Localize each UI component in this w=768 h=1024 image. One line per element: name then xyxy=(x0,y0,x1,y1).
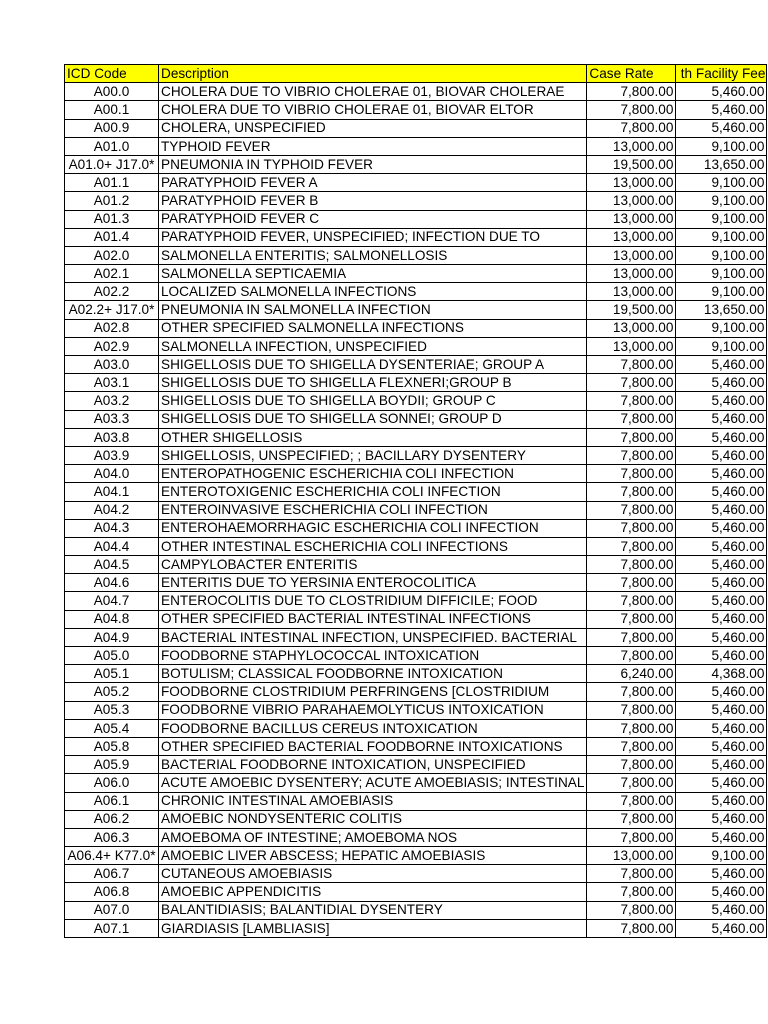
icd-code-cell[interactable]: A06.8 xyxy=(65,883,159,901)
facility-fee-cell[interactable]: 13,650.00 xyxy=(676,301,767,319)
icd-code-cell[interactable]: A04.0 xyxy=(65,465,159,483)
facility-fee-cell[interactable]: 5,460.00 xyxy=(676,119,767,137)
description-cell[interactable]: ENTEROPATHOGENIC ESCHERICHIA COLI INFECTION xyxy=(159,465,587,483)
case-rate-cell[interactable]: 7,800.00 xyxy=(587,647,676,665)
description-cell[interactable]: ENTEROCOLITIS DUE TO CLOSTRIDIUM DIFFICILE; FOOD xyxy=(159,592,587,610)
icd-code-cell[interactable]: A06.0 xyxy=(65,774,159,792)
table-row xyxy=(65,265,767,283)
icd-code-cell[interactable]: A06.4+ K77.0* xyxy=(65,847,159,865)
table-row xyxy=(65,865,767,883)
case-rate-cell[interactable]: 7,800.00 xyxy=(587,774,676,792)
table-row xyxy=(65,83,767,101)
table-row xyxy=(65,155,767,173)
icd-code-cell[interactable]: A07.0 xyxy=(65,901,159,919)
case-rate-cell[interactable]: 7,800.00 xyxy=(587,628,676,646)
description-cell[interactable]: OTHER SHIGELLOSIS xyxy=(159,428,587,446)
table-row xyxy=(65,501,767,519)
table-row xyxy=(65,392,767,410)
case-rate-cell[interactable]: 7,800.00 xyxy=(587,919,676,937)
description-cell[interactable]: OTHER SPECIFIED BACTERIAL FOODBORNE INTOXICATIONS xyxy=(159,737,587,755)
case-rate-cell[interactable]: 7,800.00 xyxy=(587,719,676,737)
facility-fee-cell[interactable]: 5,460.00 xyxy=(676,83,767,101)
case-rate-cell[interactable]: 13,000.00 xyxy=(587,228,676,246)
facility-fee-cell[interactable]: 5,460.00 xyxy=(676,428,767,446)
description-cell[interactable]: ENTEROHAEMORRHAGIC ESCHERICHIA COLI INFECTION xyxy=(159,519,587,537)
table-row xyxy=(65,210,767,228)
icd-code-cell[interactable]: A02.8 xyxy=(65,319,159,337)
icd-code-cell[interactable]: A03.3 xyxy=(65,410,159,428)
case-rate-cell[interactable]: 7,800.00 xyxy=(587,556,676,574)
facility-fee-cell[interactable]: 9,100.00 xyxy=(676,137,767,155)
facility-fee-cell[interactable]: 13,650.00 xyxy=(676,155,767,173)
icd-code-cell[interactable]: A02.2+ J17.0* xyxy=(65,301,159,319)
description-cell[interactable]: AMOEBOMA OF INTESTINE; AMOEBOMA NOS xyxy=(159,828,587,846)
facility-fee-cell[interactable]: 5,460.00 xyxy=(676,446,767,464)
facility-fee-cell[interactable]: 9,100.00 xyxy=(676,265,767,283)
case-rate-cell[interactable]: 6,240.00 xyxy=(587,665,676,683)
icd-code-cell[interactable]: A04.9 xyxy=(65,628,159,646)
icd-code-cell[interactable]: A03.9 xyxy=(65,446,159,464)
case-rate-cell[interactable]: 7,800.00 xyxy=(587,410,676,428)
facility-fee-cell[interactable]: 5,460.00 xyxy=(676,828,767,846)
facility-fee-cell[interactable]: 5,460.00 xyxy=(676,574,767,592)
facility-fee-cell[interactable]: 9,100.00 xyxy=(676,210,767,228)
facility-fee-cell[interactable]: 9,100.00 xyxy=(676,847,767,865)
icd-code-cell[interactable]: A00.9 xyxy=(65,119,159,137)
table-row xyxy=(65,774,767,792)
table-row xyxy=(65,192,767,210)
facility-fee-cell[interactable]: 5,460.00 xyxy=(676,465,767,483)
facility-fee-cell[interactable]: 9,100.00 xyxy=(676,192,767,210)
description-cell[interactable]: SHIGELLOSIS DUE TO SHIGELLA BOYDII; GROUP C xyxy=(159,392,587,410)
description-cell[interactable]: PARATYPHOID FEVER A xyxy=(159,174,587,192)
case-rate-cell[interactable]: 7,800.00 xyxy=(587,356,676,374)
case-rate-cell[interactable]: 13,000.00 xyxy=(587,192,676,210)
table-row xyxy=(65,483,767,501)
icd-code-cell[interactable]: A01.4 xyxy=(65,228,159,246)
table-row xyxy=(65,101,767,119)
facility-fee-cell[interactable]: 5,460.00 xyxy=(676,792,767,810)
case-rate-cell[interactable]: 7,800.00 xyxy=(587,483,676,501)
facility-fee-cell[interactable]: 5,460.00 xyxy=(676,592,767,610)
table-row xyxy=(65,537,767,555)
icd-code-cell[interactable]: A02.9 xyxy=(65,337,159,355)
table-row xyxy=(65,428,767,446)
facility-fee-cell[interactable]: 5,460.00 xyxy=(676,774,767,792)
table-row xyxy=(65,756,767,774)
case-rate-cell[interactable]: 7,800.00 xyxy=(587,465,676,483)
table-row xyxy=(65,847,767,865)
description-cell[interactable]: OTHER SPECIFIED SALMONELLA INFECTIONS xyxy=(159,319,587,337)
icd-code-cell[interactable]: A01.0 xyxy=(65,137,159,155)
header-icd-code[interactable]: ICD Code xyxy=(65,65,159,83)
facility-fee-cell[interactable]: 5,460.00 xyxy=(676,701,767,719)
case-rate-cell[interactable]: 7,800.00 xyxy=(587,519,676,537)
case-rate-cell[interactable]: 13,000.00 xyxy=(587,319,676,337)
description-cell[interactable]: FOODBORNE VIBRIO PARAHAEMOLYTICUS INTOXICATION xyxy=(159,701,587,719)
case-rate-cell[interactable]: 13,000.00 xyxy=(587,137,676,155)
icd-code-cell[interactable]: A04.8 xyxy=(65,610,159,628)
description-cell[interactable]: BOTULISM; CLASSICAL FOODBORNE INTOXICATION xyxy=(159,665,587,683)
table-row xyxy=(65,701,767,719)
description-cell[interactable]: TYPHOID FEVER xyxy=(159,137,587,155)
table-row xyxy=(65,828,767,846)
case-rate-cell[interactable]: 7,800.00 xyxy=(587,101,676,119)
table-row xyxy=(65,374,767,392)
description-cell[interactable]: SHIGELLOSIS, UNSPECIFIED; ; BACILLARY DYSENTERY xyxy=(159,446,587,464)
facility-fee-cell[interactable]: 9,100.00 xyxy=(676,337,767,355)
table-row xyxy=(65,556,767,574)
case-rate-cell[interactable]: 13,000.00 xyxy=(587,246,676,264)
icd-code-cell[interactable]: A05.9 xyxy=(65,756,159,774)
table-row xyxy=(65,246,767,264)
header-description[interactable]: Description xyxy=(159,65,587,83)
table-row xyxy=(65,574,767,592)
case-rate-cell[interactable]: 7,800.00 xyxy=(587,883,676,901)
table-row xyxy=(65,592,767,610)
case-rate-cell[interactable]: 7,800.00 xyxy=(587,901,676,919)
description-cell[interactable]: FOODBORNE STAPHYLOCOCCAL INTOXICATION xyxy=(159,647,587,665)
facility-fee-cell[interactable]: 5,460.00 xyxy=(676,610,767,628)
description-cell[interactable]: AMOEBIC APPENDICITIS xyxy=(159,883,587,901)
facility-fee-cell[interactable]: 5,460.00 xyxy=(676,810,767,828)
icd-code-cell[interactable]: A05.2 xyxy=(65,683,159,701)
case-rate-cell[interactable]: 7,800.00 xyxy=(587,592,676,610)
table-row xyxy=(65,137,767,155)
icd-code-cell[interactable]: A04.7 xyxy=(65,592,159,610)
description-cell[interactable]: ENTERITIS DUE TO YERSINIA ENTEROCOLITICA xyxy=(159,574,587,592)
icd-code-cell[interactable]: A06.7 xyxy=(65,865,159,883)
case-rate-cell[interactable]: 7,800.00 xyxy=(587,501,676,519)
description-cell[interactable]: BALANTIDIASIS; BALANTIDIAL DYSENTERY xyxy=(159,901,587,919)
icd-code-cell[interactable]: A03.8 xyxy=(65,428,159,446)
case-rate-cell[interactable]: 7,800.00 xyxy=(587,83,676,101)
case-rate-cell[interactable]: 13,000.00 xyxy=(587,337,676,355)
case-rate-cell[interactable]: 7,800.00 xyxy=(587,756,676,774)
description-cell[interactable]: BACTERIAL FOODBORNE INTOXICATION, UNSPECIFIED xyxy=(159,756,587,774)
description-cell[interactable]: AMOEBIC NONDYSENTERIC COLITIS xyxy=(159,810,587,828)
table-row xyxy=(65,446,767,464)
description-cell[interactable]: CHRONIC INTESTINAL AMOEBIASIS xyxy=(159,792,587,810)
facility-fee-cell[interactable]: 5,460.00 xyxy=(676,901,767,919)
description-cell[interactable]: CUTANEOUS AMOEBIASIS xyxy=(159,865,587,883)
icd-code-cell[interactable]: A01.2 xyxy=(65,192,159,210)
table-row xyxy=(65,792,767,810)
facility-fee-cell[interactable]: 5,460.00 xyxy=(676,756,767,774)
facility-fee-cell[interactable]: 5,460.00 xyxy=(676,356,767,374)
facility-fee-cell[interactable]: 5,460.00 xyxy=(676,628,767,646)
description-cell[interactable]: ENTEROTOXIGENIC ESCHERICHIA COLI INFECTION xyxy=(159,483,587,501)
icd-code-cell[interactable]: A04.5 xyxy=(65,556,159,574)
facility-fee-cell[interactable]: 5,460.00 xyxy=(676,410,767,428)
icd-code-cell[interactable]: A02.0 xyxy=(65,246,159,264)
table-row xyxy=(65,301,767,319)
case-rate-cell[interactable]: 13,000.00 xyxy=(587,283,676,301)
table-row xyxy=(65,883,767,901)
description-cell[interactable]: SALMONELLA SEPTICAEMIA xyxy=(159,265,587,283)
icd-code-cell[interactable]: A04.3 xyxy=(65,519,159,537)
case-rate-cell[interactable]: 13,000.00 xyxy=(587,210,676,228)
table-row xyxy=(65,228,767,246)
icd-code-cell[interactable]: A06.2 xyxy=(65,810,159,828)
facility-fee-cell[interactable]: 5,460.00 xyxy=(676,537,767,555)
facility-fee-cell[interactable]: 4,368.00 xyxy=(676,665,767,683)
icd-code-cell[interactable]: A07.1 xyxy=(65,919,159,937)
icd-code-cell[interactable]: A05.4 xyxy=(65,719,159,737)
icd-code-cell[interactable]: A02.2 xyxy=(65,283,159,301)
facility-fee-cell[interactable]: 5,460.00 xyxy=(676,392,767,410)
icd-code-cell[interactable]: A05.8 xyxy=(65,737,159,755)
case-rate-cell[interactable]: 7,800.00 xyxy=(587,810,676,828)
table-row xyxy=(65,465,767,483)
case-rate-cell[interactable]: 7,800.00 xyxy=(587,610,676,628)
description-cell[interactable]: OTHER INTESTINAL ESCHERICHIA COLI INFECTIONS xyxy=(159,537,587,555)
table-row xyxy=(65,901,767,919)
description-cell[interactable]: PARATYPHOID FEVER C xyxy=(159,210,587,228)
facility-fee-cell[interactable]: 5,460.00 xyxy=(676,737,767,755)
description-cell[interactable]: BACTERIAL INTESTINAL INFECTION, UNSPECIFIED. BACTERIAL xyxy=(159,628,587,646)
table-row xyxy=(65,610,767,628)
header-case-rate[interactable]: Case Rate xyxy=(587,65,676,83)
table-row xyxy=(65,337,767,355)
table-row xyxy=(65,919,767,937)
facility-fee-cell[interactable]: 5,460.00 xyxy=(676,519,767,537)
case-rate-cell[interactable]: 19,500.00 xyxy=(587,155,676,173)
header-facility-fee[interactable]: th Facility Fee xyxy=(676,65,767,83)
facility-fee-cell[interactable]: 5,460.00 xyxy=(676,483,767,501)
case-rate-cell[interactable]: 7,800.00 xyxy=(587,574,676,592)
case-rate-cell[interactable]: 7,800.00 xyxy=(587,446,676,464)
table-row xyxy=(65,719,767,737)
case-rate-cell[interactable]: 7,800.00 xyxy=(587,428,676,446)
icd-code-cell[interactable]: A05.0 xyxy=(65,647,159,665)
case-rate-cell[interactable]: 7,800.00 xyxy=(587,737,676,755)
icd-code-cell[interactable]: A04.4 xyxy=(65,537,159,555)
table-row xyxy=(65,283,767,301)
icd-code-cell[interactable]: A01.0+ J17.0* xyxy=(65,155,159,173)
description-cell[interactable]: SHIGELLOSIS DUE TO SHIGELLA DYSENTERIAE; GROUP A xyxy=(159,356,587,374)
facility-fee-cell[interactable]: 5,460.00 xyxy=(676,374,767,392)
case-rate-cell[interactable]: 7,800.00 xyxy=(587,792,676,810)
facility-fee-cell[interactable]: 5,460.00 xyxy=(676,919,767,937)
table-row xyxy=(65,174,767,192)
case-rate-cell[interactable]: 7,800.00 xyxy=(587,374,676,392)
facility-fee-cell[interactable]: 9,100.00 xyxy=(676,319,767,337)
facility-fee-cell[interactable]: 9,100.00 xyxy=(676,283,767,301)
icd-case-rate-table xyxy=(64,64,767,938)
icd-code-cell[interactable]: A05.1 xyxy=(65,665,159,683)
table-row xyxy=(65,628,767,646)
facility-fee-cell[interactable]: 5,460.00 xyxy=(676,865,767,883)
icd-code-cell[interactable]: A02.1 xyxy=(65,265,159,283)
description-cell[interactable]: GIARDIASIS [LAMBLIASIS] xyxy=(159,919,587,937)
description-cell[interactable]: CHOLERA DUE TO VIBRIO CHOLERAE 01, BIOVAR CHOLERAE xyxy=(159,83,587,101)
table-row xyxy=(65,410,767,428)
facility-fee-cell[interactable]: 5,460.00 xyxy=(676,647,767,665)
icd-code-cell[interactable]: A04.2 xyxy=(65,501,159,519)
description-cell[interactable]: LOCALIZED SALMONELLA INFECTIONS xyxy=(159,283,587,301)
icd-code-cell[interactable]: A01.3 xyxy=(65,210,159,228)
facility-fee-cell[interactable]: 5,460.00 xyxy=(676,883,767,901)
case-rate-cell[interactable]: 13,000.00 xyxy=(587,265,676,283)
description-cell[interactable]: FOODBORNE CLOSTRIDIUM PERFRINGENS [CLOSTRIDIUM xyxy=(159,683,587,701)
icd-code-cell[interactable]: A04.6 xyxy=(65,574,159,592)
icd-code-cell[interactable]: A06.1 xyxy=(65,792,159,810)
header-row xyxy=(65,65,767,83)
description-cell[interactable]: SHIGELLOSIS DUE TO SHIGELLA FLEXNERI;GROUP B xyxy=(159,374,587,392)
case-rate-cell[interactable]: 13,000.00 xyxy=(587,847,676,865)
facility-fee-cell[interactable]: 9,100.00 xyxy=(676,246,767,264)
description-cell[interactable]: PARATYPHOID FEVER B xyxy=(159,192,587,210)
case-rate-cell[interactable]: 7,800.00 xyxy=(587,828,676,846)
case-rate-cell[interactable]: 7,800.00 xyxy=(587,537,676,555)
description-cell[interactable]: CHOLERA, UNSPECIFIED xyxy=(159,119,587,137)
case-rate-cell[interactable]: 7,800.00 xyxy=(587,683,676,701)
icd-code-cell[interactable]: A06.3 xyxy=(65,828,159,846)
table-row xyxy=(65,319,767,337)
facility-fee-cell[interactable]: 9,100.00 xyxy=(676,174,767,192)
case-rate-cell[interactable]: 7,800.00 xyxy=(587,865,676,883)
case-rate-cell[interactable]: 7,800.00 xyxy=(587,392,676,410)
icd-code-cell[interactable]: A00.1 xyxy=(65,101,159,119)
table-row xyxy=(65,810,767,828)
icd-code-cell[interactable]: A00.0 xyxy=(65,83,159,101)
facility-fee-cell[interactable]: 9,100.00 xyxy=(676,228,767,246)
table-row xyxy=(65,119,767,137)
case-rate-cell[interactable]: 13,000.00 xyxy=(587,174,676,192)
case-rate-cell[interactable]: 7,800.00 xyxy=(587,119,676,137)
description-cell[interactable]: OTHER SPECIFIED BACTERIAL INTESTINAL INFECTIONS xyxy=(159,610,587,628)
description-cell[interactable]: ACUTE AMOEBIC DYSENTERY; ACUTE AMOEBIASIS; INTESTINAL xyxy=(159,774,587,792)
table-row xyxy=(65,356,767,374)
icd-code-cell[interactable]: A03.2 xyxy=(65,392,159,410)
case-rate-cell[interactable]: 19,500.00 xyxy=(587,301,676,319)
facility-fee-cell[interactable]: 5,460.00 xyxy=(676,719,767,737)
icd-code-cell[interactable]: A01.1 xyxy=(65,174,159,192)
table-row xyxy=(65,737,767,755)
description-cell[interactable]: AMOEBIC LIVER ABSCESS; HEPATIC AMOEBIASIS xyxy=(159,847,587,865)
facility-fee-cell[interactable]: 5,460.00 xyxy=(676,683,767,701)
description-cell[interactable]: SALMONELLA ENTERITIS; SALMONELLOSIS xyxy=(159,246,587,264)
icd-code-cell[interactable]: A03.0 xyxy=(65,356,159,374)
description-cell[interactable]: FOODBORNE BACILLUS CEREUS INTOXICATION xyxy=(159,719,587,737)
case-rate-cell[interactable]: 7,800.00 xyxy=(587,701,676,719)
table-row xyxy=(65,665,767,683)
description-cell[interactable]: PNEUMONIA IN SALMONELLA INFECTION xyxy=(159,301,587,319)
table-row xyxy=(65,683,767,701)
description-cell[interactable]: CAMPYLOBACTER ENTERITIS xyxy=(159,556,587,574)
description-cell[interactable]: PNEUMONIA IN TYPHOID FEVER xyxy=(159,155,587,173)
table-row xyxy=(65,519,767,537)
facility-fee-cell[interactable]: 5,460.00 xyxy=(676,556,767,574)
description-cell[interactable]: ENTEROINVASIVE ESCHERICHIA COLI INFECTION xyxy=(159,501,587,519)
description-cell[interactable]: SHIGELLOSIS DUE TO SHIGELLA SONNEI; GROUP D xyxy=(159,410,587,428)
icd-code-cell[interactable]: A04.1 xyxy=(65,483,159,501)
description-cell[interactable]: PARATYPHOID FEVER, UNSPECIFIED; INFECTION DUE TO xyxy=(159,228,587,246)
description-cell[interactable]: CHOLERA DUE TO VIBRIO CHOLERAE 01, BIOVAR ELTOR xyxy=(159,101,587,119)
facility-fee-cell[interactable]: 5,460.00 xyxy=(676,501,767,519)
description-cell[interactable]: SALMONELLA INFECTION, UNSPECIFIED xyxy=(159,337,587,355)
icd-code-cell[interactable]: A03.1 xyxy=(65,374,159,392)
icd-code-cell[interactable]: A05.3 xyxy=(65,701,159,719)
facility-fee-cell[interactable]: 5,460.00 xyxy=(676,101,767,119)
table-row xyxy=(65,647,767,665)
